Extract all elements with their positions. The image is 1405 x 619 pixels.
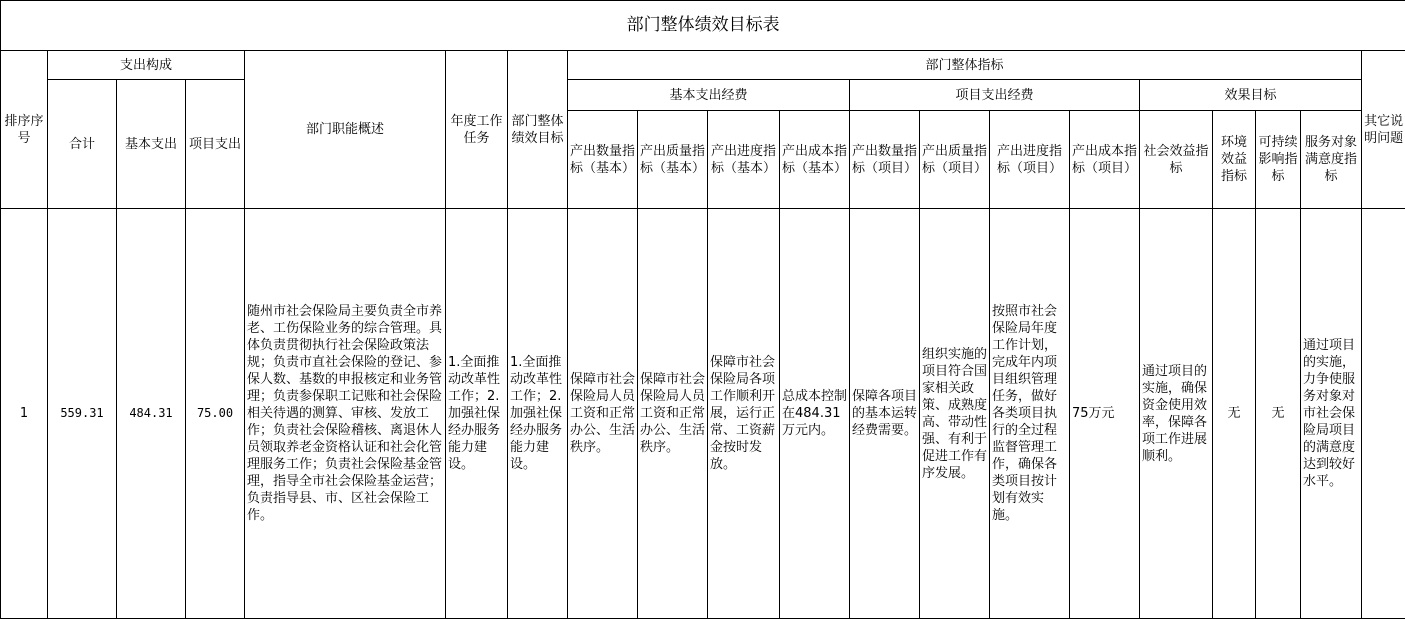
cell-env: 无 <box>1213 209 1256 619</box>
cell-progress-basic: 保障市社会保险局各项工作顺利开展，运行正常、工资薪金按时发放。 <box>708 209 780 619</box>
header-env: 环境效益指标 <box>1213 111 1256 209</box>
header-dept-indicators: 部门整体指标 <box>568 51 1362 80</box>
cell-function: 随州市社会保险局主要负责全市养老、工伤保险业务的综合管理。具体负责贯彻执行社会保险政策法规；负责市直社会保险的登记、参保人数、基数的申报核定和业务管理；负责参保职工记账和社会保险相关待遇的测算、审核、发放工作；负责社会保险稽核、离退休人员领取养老金资格认证和社会化管理服务工作；负责社会保险基金管理，指导全市社会保险基金运营；负责指导县、市、区社会保险工作。 <box>245 209 446 619</box>
header-basic-funds: 基本支出经费 <box>568 80 850 111</box>
header-cost-project: 产出成本指标（项目） <box>1070 111 1140 209</box>
header-cost-basic: 产出成本指标（基本） <box>780 111 850 209</box>
header-qty-basic: 产出数量指标（基本） <box>568 111 638 209</box>
header-effect-goal: 效果目标 <box>1140 80 1362 111</box>
cell-qty-basic: 保障市社会保险局人员工资和正常办公、生活秩序。 <box>568 209 638 619</box>
cell-qty-project: 保障各项目的基本运转经费需要。 <box>850 209 920 619</box>
header-qty-project: 产出数量指标（项目） <box>850 111 920 209</box>
header-dept-goal: 部门整体绩效目标 <box>508 51 568 209</box>
cell-quality-project: 组织实施的项目符合国家相关政策、成熟度高、带动性强、有利于促进工作有序发展。 <box>920 209 990 619</box>
header-expenditure: 支出构成 <box>48 51 245 80</box>
cell-satisfaction: 通过项目的实施，力争使服务对象对市社会保险局项目的满意度达到较好水平。 <box>1301 209 1362 619</box>
table-row <box>1 209 1405 619</box>
table-title: 部门整体绩效目标表 <box>1 1 1405 51</box>
header-function: 部门职能概述 <box>245 51 446 209</box>
cell-cost-project: 75万元 <box>1070 209 1140 619</box>
header-other: 其它说明问题 <box>1362 51 1405 209</box>
header-progress-project: 产出进度指标（项目） <box>990 111 1070 209</box>
cell-sustain: 无 <box>1256 209 1301 619</box>
header-project-funds: 项目支出经费 <box>850 80 1140 111</box>
cell-annual-task: 1.全面推动改革性工作；2.加强社保经办服务能力建设。 <box>446 209 508 619</box>
cell-basic: 484.31 <box>117 209 186 619</box>
header-progress-basic: 产出进度指标（基本） <box>708 111 780 209</box>
header-quality-project: 产出质量指标（项目） <box>920 111 990 209</box>
cell-dept-goal: 1.全面推动改革性工作；2.加强社保经办服务能力建设。 <box>508 209 568 619</box>
header-seq: 排序序号 <box>1 51 48 209</box>
cell-total: 559.31 <box>48 209 117 619</box>
header-annual-task: 年度工作任务 <box>446 51 508 209</box>
cell-progress-project: 按照市社会保险局年度工作计划，完成年内项目组织管理任务，做好各类项目执行的全过程监督管理工作，确保各类项目按计划有效实施。 <box>990 209 1070 619</box>
cell-social: 通过项目的实施，确保资金使用效率，保障各项工作进展顺利。 <box>1140 209 1213 619</box>
cell-quality-basic: 保障市社会保险局人员工资和正常办公、生活秩序。 <box>638 209 708 619</box>
header-quality-basic: 产出质量指标（基本） <box>638 111 708 209</box>
header-project: 项目支出 <box>186 80 245 209</box>
header-basic: 基本支出 <box>117 80 186 209</box>
cell-other <box>1362 209 1405 619</box>
header-satisfaction: 服务对象满意度指标 <box>1301 111 1362 209</box>
cell-seq: 1 <box>1 209 48 619</box>
cell-project: 75.00 <box>186 209 245 619</box>
header-sustain: 可持续影响指标 <box>1256 111 1301 209</box>
header-social: 社会效益指标 <box>1140 111 1213 209</box>
header-total: 合计 <box>48 80 117 209</box>
cell-cost-basic: 总成本控制在484.31万元内。 <box>780 209 850 619</box>
